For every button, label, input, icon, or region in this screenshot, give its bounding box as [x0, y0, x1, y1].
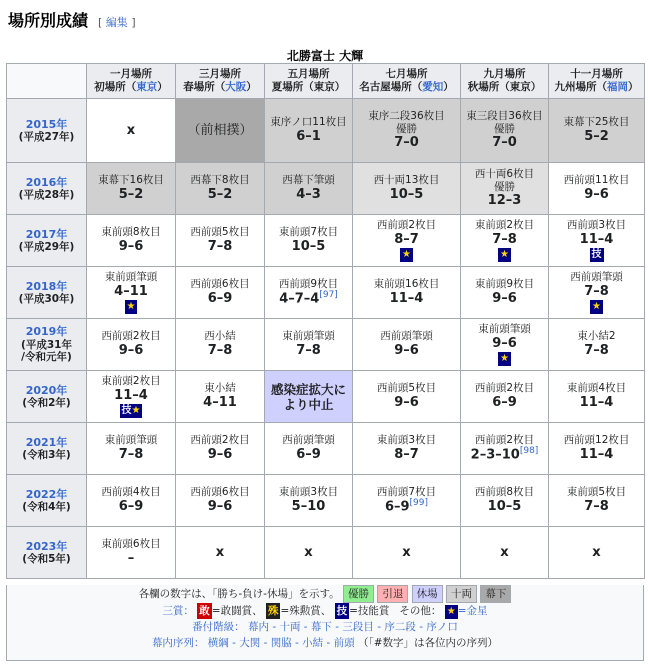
maezumo-label: （前相撲） [187, 122, 253, 138]
rank-label: 西前頭2枚目 [474, 433, 535, 446]
column-basho: 夏場所（東京） [271, 81, 346, 93]
score: 2–3–10[98] [470, 446, 539, 463]
award-badge [498, 248, 511, 262]
kinboshi-star: ★ [500, 353, 509, 365]
rank-label: 西前頭筆頭 [282, 434, 335, 447]
score: 7–8 [207, 343, 233, 358]
legend-line-4: 幕内序列： 横綱 - 大関 - 関脇 - 小結 - 前頭 （「#数字」は各位内の序列） [151, 637, 499, 649]
score: 8–7 [394, 231, 419, 247]
absent-mark: x [126, 122, 136, 138]
result-cell [176, 475, 265, 527]
reference-link[interactable]: [97] [319, 290, 338, 301]
rank-label: 西前頭2枚目 [474, 382, 535, 395]
rank-label: 西前頭2枚目 [101, 330, 161, 343]
score: 6–9 [118, 499, 144, 514]
rank-label: 西前頭9枚目 [278, 277, 339, 290]
rank-label: 東前頭7枚目 [278, 226, 339, 239]
rank-label: 東前頭16枚目 [373, 278, 440, 291]
score: 7–8 [584, 343, 609, 358]
kinboshi-star: ★ [131, 405, 141, 417]
result-cell [176, 423, 265, 475]
rank-label: 西前頭11枚目 [563, 174, 630, 187]
score: 9–6 [394, 343, 419, 358]
rank-label: 西十両6枚目 [474, 168, 535, 181]
award-badge [590, 300, 603, 314]
rank-label: 西前頭筆頭 [380, 330, 433, 343]
score: 6–9 [207, 291, 233, 306]
column-basho: 春場所（大阪） [183, 81, 257, 93]
score: 9–6 [394, 395, 419, 410]
column-basho: 初場所（東京） [94, 81, 168, 93]
result-cell [265, 215, 353, 267]
kinboshi-star: ★ [500, 249, 509, 261]
score: 6–9 [296, 447, 321, 462]
column-header-4 [461, 64, 549, 99]
score: 7–8 [492, 231, 517, 247]
result-cell [353, 423, 461, 475]
score: 7–8 [207, 239, 233, 254]
place-link[interactable]: 大阪 [225, 81, 247, 93]
rank-label: 西前頭2枚目 [190, 434, 250, 447]
column-header-0 [87, 64, 176, 99]
legend-line-3: 番付階級： 幕内 - 十両 - 幕下 - 三段目 - 序二段 - 序ノ口 [192, 621, 458, 633]
kinboshi-star: ★ [402, 249, 411, 261]
rank-label: 東序二段36枚目 [368, 110, 445, 123]
result-cell [265, 319, 353, 371]
result-cell [461, 267, 549, 319]
result-cell [461, 215, 549, 267]
column-header-5 [549, 64, 645, 99]
award-badges [461, 247, 548, 262]
column-basho: 名古屋場所（愛知） [359, 81, 454, 93]
year-link[interactable]: 2020年 [25, 383, 68, 397]
score: 12–3 [487, 193, 522, 209]
year-header[interactable] [7, 527, 87, 579]
result-cell [353, 163, 461, 215]
rank-label: 西前頭6枚目 [190, 278, 250, 291]
results-table [6, 63, 645, 579]
result-cell [461, 423, 549, 475]
column-month: 三月場所 [199, 68, 241, 81]
rank-label: 西前頭5枚目 [190, 226, 250, 239]
score: 11–4 [579, 447, 614, 462]
score: 5–2 [207, 187, 233, 202]
column-month: 一月場所 [110, 68, 152, 81]
year-link[interactable]: 2023年 [25, 539, 68, 553]
legend-line-2: 三賞： 敢 =敢闘賞、 殊 =殊勲賞、 技 =技能賞 その他： ★ =金星 [162, 605, 488, 617]
legend-juryo: 十両 [446, 585, 477, 603]
score: 5–2 [584, 129, 609, 144]
era-label: (令和2年) [22, 396, 71, 409]
result-cell [549, 215, 645, 267]
section-title: 場所別成績 [8, 11, 89, 30]
rank-label: 西前頭12枚目 [563, 434, 630, 447]
result-cell [549, 423, 645, 475]
score: 5–2 [118, 187, 144, 202]
reference-link[interactable]: [98] [519, 446, 539, 457]
award-badges [461, 351, 548, 366]
absent-mark: x [592, 544, 601, 560]
year-header[interactable] [7, 267, 87, 319]
score: 9–6 [207, 499, 233, 514]
rank-label: 東前頭3枚目 [376, 434, 437, 447]
rank-label: 東序ノ口11枚目 [270, 116, 347, 129]
result-cell [461, 99, 549, 163]
era-label: (平成31年 [21, 338, 72, 351]
era-label: (平成27年) [18, 130, 75, 143]
score: 8–7 [394, 447, 419, 462]
result-cell [176, 99, 265, 163]
score: 11–4 [389, 291, 424, 306]
legend-yusho: 優勝 [343, 585, 374, 603]
score: 7–0 [394, 135, 419, 151]
result-cell [549, 527, 645, 579]
result-cell [265, 99, 353, 163]
legend [6, 585, 644, 661]
award-badge [498, 352, 511, 366]
era-label: (令和4年) [22, 500, 71, 513]
award-badge [120, 404, 143, 418]
score: 11–4 [114, 387, 148, 403]
rank-label: 東前頭筆頭 [104, 270, 158, 283]
award-badges [87, 403, 175, 418]
table-row [7, 267, 645, 319]
rank-label: 西前頭7枚目 [376, 485, 437, 498]
score: – [127, 551, 135, 566]
result-cell [176, 527, 265, 579]
score: 4–7–4[97] [279, 290, 338, 307]
table-row [7, 163, 645, 215]
sansho-link[interactable]: 三賞： [162, 605, 194, 617]
award-badges [353, 247, 460, 262]
table-row [7, 99, 645, 163]
ranks-links[interactable]: 幕内 - 十両 - 幕下 - 三段目 - 序二段 - 序ノ口 [248, 621, 458, 633]
header-row [7, 64, 645, 99]
award-badge [400, 248, 413, 262]
result-cell [87, 267, 176, 319]
column-month: 七月場所 [385, 68, 428, 81]
rank-label: 東前頭4枚目 [566, 382, 627, 395]
legend-makushita: 幕下 [480, 585, 511, 603]
rank-label: 東前頭筆頭 [104, 434, 158, 447]
result-cell [549, 371, 645, 423]
award-badges [549, 299, 644, 314]
score: 5–10 [291, 499, 326, 514]
year-header[interactable] [7, 319, 87, 371]
result-cell [176, 215, 265, 267]
score: 9–6 [492, 291, 517, 306]
score: 7–8 [296, 343, 321, 358]
score: 7–8 [584, 283, 609, 299]
rank-label: 東幕下16枚目 [98, 174, 164, 187]
result-cell [265, 267, 353, 319]
result-cell [176, 267, 265, 319]
award-badge [590, 248, 604, 262]
year-link[interactable]: 2022年 [25, 487, 68, 501]
rank-label: 東三段目36枚目 [466, 110, 543, 123]
place-link[interactable]: 福岡 [607, 81, 628, 93]
year-header[interactable] [7, 423, 87, 475]
table-row [7, 423, 645, 475]
rank-label: 東幕下25枚目 [563, 116, 630, 129]
era-label: (令和3年) [22, 448, 71, 461]
score: 4–11 [114, 283, 148, 299]
result-cell [265, 475, 353, 527]
result-cell [549, 267, 645, 319]
table-row [7, 527, 645, 579]
year-header[interactable] [7, 99, 87, 163]
result-cell [87, 163, 176, 215]
result-cell [461, 371, 549, 423]
result-cell [265, 423, 353, 475]
result-cell [353, 371, 461, 423]
rank-label: 西小結 [204, 330, 236, 343]
score: 7–0 [492, 135, 517, 151]
rank-label: 西十両13枚目 [373, 174, 440, 187]
yusho-note: 優勝 [494, 122, 515, 135]
cancelled-label: 感染症拡大により中止 [270, 381, 346, 412]
rank-label: 東前頭6枚目 [101, 538, 161, 551]
result-cell [87, 99, 176, 163]
absent-mark: x [304, 544, 313, 560]
column-month: 五月場所 [287, 68, 330, 81]
result-cell [461, 527, 549, 579]
year-header[interactable] [7, 371, 87, 423]
shukun-badge: 殊 [267, 605, 279, 617]
rank-label: 東小結2 [577, 330, 616, 343]
result-cell [353, 267, 461, 319]
absent-mark: x [500, 544, 509, 560]
column-basho: 秋場所（東京） [467, 81, 542, 93]
score: 6–1 [296, 129, 321, 144]
score: 7–8 [118, 447, 144, 462]
award-badges [87, 299, 175, 314]
result-cell [176, 319, 265, 371]
score: 10–5 [389, 187, 424, 202]
result-cell [353, 475, 461, 527]
result-cell [265, 163, 353, 215]
result-cell [87, 215, 176, 267]
result-cell [87, 371, 176, 423]
result-cell [265, 371, 353, 423]
result-cell [353, 319, 461, 371]
rank-label: 東前頭2枚目 [474, 218, 535, 231]
rank-label: 西前頭3枚目 [566, 218, 627, 231]
result-cell [549, 319, 645, 371]
result-cell [87, 475, 176, 527]
rank-label: 西幕下筆頭 [282, 174, 335, 187]
reference-link[interactable]: [99] [409, 498, 429, 509]
column-basho: 九州場所（福岡） [554, 81, 639, 93]
absent-mark: x [215, 544, 225, 560]
result-cell [549, 475, 645, 527]
gino-badge: 技 [336, 605, 348, 617]
score: 11–4 [579, 395, 614, 410]
rank-label: 西前頭5枚目 [376, 382, 437, 395]
year-link[interactable]: 2019年 [25, 325, 68, 339]
place-link[interactable]: 愛知 [422, 81, 444, 93]
corner-cell [7, 64, 87, 99]
table-row [7, 475, 645, 527]
score: 9–6 [118, 239, 144, 254]
rank-label: 東前頭2枚目 [101, 374, 161, 387]
score: 9–6 [584, 187, 609, 202]
edit-link-wrapper: [ 編集 ] [98, 16, 136, 29]
rank-label: 東前頭8枚目 [101, 226, 161, 239]
score: 7–8 [584, 499, 609, 514]
kinboshi-star: ★ [126, 301, 136, 313]
score: 9–6 [492, 335, 517, 351]
era-label-2: /令和元年) [21, 351, 72, 364]
yusho-note: 優勝 [396, 122, 417, 135]
legend-retire: 引退 [377, 585, 408, 603]
result-cell [176, 371, 265, 423]
table-row [7, 319, 645, 371]
year-link[interactable]: 2016年 [25, 175, 68, 189]
rank-label: 東前頭9枚目 [474, 278, 535, 291]
result-cell [353, 215, 461, 267]
section-heading [8, 8, 136, 31]
column-month: 九月場所 [483, 68, 526, 81]
result-cell [87, 319, 176, 371]
rank-label: 西前頭筆頭 [570, 270, 623, 283]
result-cell [549, 99, 645, 163]
edit-link[interactable]: 編集 [105, 16, 128, 29]
rank-label: 東前頭筆頭 [282, 330, 335, 343]
year-header[interactable] [7, 475, 87, 527]
rank-label: 東小結 [204, 382, 236, 395]
year-link[interactable]: 2017年 [25, 227, 68, 241]
era-label: (平成30年) [18, 292, 75, 305]
table-row [7, 371, 645, 423]
rank-label: 東前頭5枚目 [566, 486, 627, 499]
column-header-2 [265, 64, 353, 99]
rank-label: 西幕下8枚目 [190, 174, 250, 187]
score: 10–5 [487, 499, 522, 514]
rank-label: 西前頭8枚目 [474, 486, 535, 499]
rank-label: 東前頭3枚目 [278, 486, 339, 499]
result-cell [176, 163, 265, 215]
yusho-note: 優勝 [494, 180, 515, 193]
column-header-1 [176, 64, 265, 99]
column-header-3 [353, 64, 461, 99]
year-link[interactable]: 2018年 [25, 279, 68, 293]
award-badges [549, 247, 644, 262]
place-link[interactable]: 東京 [136, 81, 158, 93]
table-body [7, 99, 645, 579]
year-link[interactable]: 2021年 [25, 435, 68, 449]
result-cell [549, 163, 645, 215]
legend-kyujo: 休場 [412, 585, 443, 603]
rank-label: 西前頭6枚目 [190, 486, 250, 499]
score: 10–5 [291, 239, 326, 254]
award-badge [125, 300, 138, 314]
kinboshi-badge: ★ [446, 606, 456, 617]
result-cell [265, 527, 353, 579]
table-caption: 北勝富士 大輝 [286, 49, 364, 63]
era-label: (平成29年) [18, 240, 75, 253]
year-header[interactable] [7, 163, 87, 215]
score: 4–11 [203, 395, 237, 410]
era-label: (平成28年) [18, 188, 75, 201]
score: 6–9 [492, 395, 517, 410]
rank-label: 東前頭筆頭 [478, 322, 531, 335]
gino-prize: 技 [121, 405, 132, 417]
score: 4–3 [296, 187, 321, 202]
column-month: 十一月場所 [570, 68, 623, 81]
score: 6–9[99] [384, 498, 429, 515]
rank-label: 西前頭4枚目 [101, 486, 161, 499]
year-link[interactable]: 2015年 [25, 117, 68, 131]
table-row [7, 215, 645, 267]
rank-label: 西前頭2枚目 [376, 218, 437, 231]
kinboshi-star: ★ [592, 301, 601, 313]
score: 11–4 [579, 231, 614, 247]
year-header[interactable] [7, 215, 87, 267]
result-cell [461, 475, 549, 527]
kanto-badge: 敢 [199, 605, 210, 617]
era-label: (令和5年) [22, 552, 71, 565]
result-cell [87, 527, 176, 579]
score: 9–6 [207, 447, 233, 462]
gino-prize: 技 [591, 249, 602, 261]
result-cell [353, 527, 461, 579]
absent-mark: x [402, 544, 411, 560]
kinboshi-link[interactable]: =金星 [457, 605, 488, 617]
result-cell [461, 319, 549, 371]
result-cell [87, 423, 176, 475]
makuuchi-links[interactable]: 横綱 - 大関 - 関脇 - 小結 - 前頭 [207, 637, 355, 649]
result-cell [461, 163, 549, 215]
legend-line-1: 各欄の数字は、「勝ち-負け-休場」を示す。 優勝 引退 休場 十両 幕下 [7, 585, 643, 603]
score: 9–6 [118, 343, 144, 358]
result-cell [353, 99, 461, 163]
